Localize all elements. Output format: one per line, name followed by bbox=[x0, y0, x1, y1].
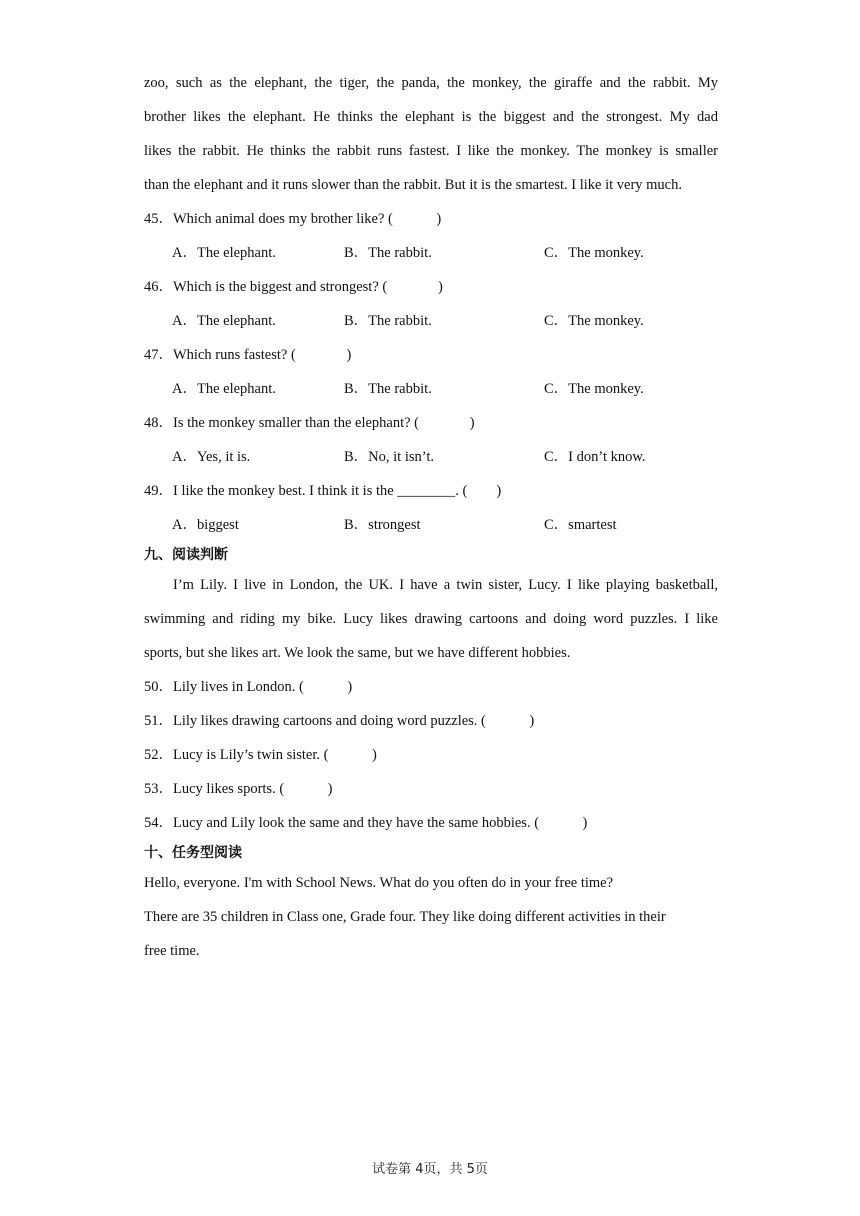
passage-line: sports, but she likes art. We look the same, but we have different hobbies. bbox=[144, 645, 571, 661]
page-footer: 试卷第 4页，共 5页 bbox=[372, 1162, 488, 1177]
question-text: 46．Which is the biggest and strongest? ( ) bbox=[144, 279, 443, 295]
answer-options bbox=[144, 236, 718, 270]
option-a[interactable]: A．The elephant. bbox=[172, 381, 276, 397]
option-a[interactable]: A．The elephant. bbox=[172, 313, 276, 329]
option-b[interactable]: B．The rabbit. bbox=[344, 245, 432, 261]
answer-options bbox=[144, 304, 718, 338]
option-b[interactable]: B．No, it isn’t. bbox=[344, 449, 434, 465]
question-45 bbox=[144, 202, 718, 270]
option-b[interactable]: B．The rabbit. bbox=[344, 381, 432, 397]
option-b[interactable]: B．The rabbit. bbox=[344, 313, 432, 329]
judgment-question-50[interactable]: 50．Lily lives in London. ( ) bbox=[144, 679, 353, 695]
reading-passage bbox=[144, 66, 718, 202]
option-c[interactable]: C．smartest bbox=[544, 517, 617, 533]
passage-line: free time. bbox=[144, 943, 200, 959]
section-reading-judgment bbox=[144, 542, 718, 840]
question-46 bbox=[144, 270, 718, 338]
option-b[interactable]: B．strongest bbox=[344, 517, 421, 533]
passage-line: There are 35 children in Class one, Grade four. They like doing different activities in their bbox=[144, 909, 666, 925]
option-a[interactable]: A．The elephant. bbox=[172, 245, 276, 261]
passage-line: brother likes the elephant. He thinks the elephant is the biggest and the strongest. My dad bbox=[144, 109, 718, 125]
answer-options bbox=[144, 372, 718, 406]
option-c[interactable]: C．The monkey. bbox=[544, 245, 644, 261]
answer-options bbox=[144, 508, 718, 542]
judgment-question-52[interactable]: 52．Lucy is Lily’s twin sister. ( ) bbox=[144, 747, 377, 763]
option-c[interactable]: C．The monkey. bbox=[544, 313, 644, 329]
section-heading: 九、阅读判断 bbox=[144, 547, 228, 563]
question-text: 48．Is the monkey smaller than the elephant? ( ) bbox=[144, 415, 475, 431]
passage-line: swimming and riding my bike. Lucy likes drawing cartoons and doing word puzzles. I like bbox=[144, 611, 718, 627]
option-a[interactable]: A．Yes, it is. bbox=[172, 449, 251, 465]
passage-line: Hello, everyone. I'm with School News. What do you often do in your free time? bbox=[144, 875, 614, 891]
question-text: 49．I like the monkey best. I think it is the ________. ( ) bbox=[144, 483, 502, 499]
passage-line: I’m Lily. I live in London, the UK. I have a twin sister, Lucy. I like playing basketball, bbox=[173, 577, 718, 593]
question-text: 45．Which animal does my brother like? ( ) bbox=[144, 211, 442, 227]
judgment-question-51[interactable]: 51．Lily likes drawing cartoons and doing word puzzles. ( ) bbox=[144, 713, 535, 729]
question-48 bbox=[144, 406, 718, 474]
judgment-question-53[interactable]: 53．Lucy likes sports. ( ) bbox=[144, 781, 333, 797]
option-c[interactable]: C．I don’t know. bbox=[544, 449, 646, 465]
passage-line: than the elephant and it runs slower than the rabbit. But it is the smartest. I like it very much. bbox=[144, 177, 682, 193]
question-49 bbox=[144, 474, 718, 542]
answer-options bbox=[144, 440, 718, 474]
section-heading: 十、任务型阅读 bbox=[144, 845, 242, 861]
judgment-question-54[interactable]: 54．Lucy and Lily look the same and they have the same hobbies. ( ) bbox=[144, 815, 588, 831]
option-a[interactable]: A．biggest bbox=[172, 517, 239, 533]
question-47 bbox=[144, 338, 718, 406]
page-content bbox=[144, 66, 718, 968]
passage-line: likes the rabbit. He thinks the rabbit runs fastest. I like the monkey. The monkey is smaller bbox=[144, 143, 718, 159]
option-c[interactable]: C．The monkey. bbox=[544, 381, 644, 397]
section-task-reading bbox=[144, 840, 718, 968]
passage-line: zoo, such as the elephant, the tiger, the panda, the monkey, the giraffe and the rabbit. My bbox=[144, 75, 718, 91]
question-text: 47．Which runs fastest? ( ) bbox=[144, 347, 352, 363]
